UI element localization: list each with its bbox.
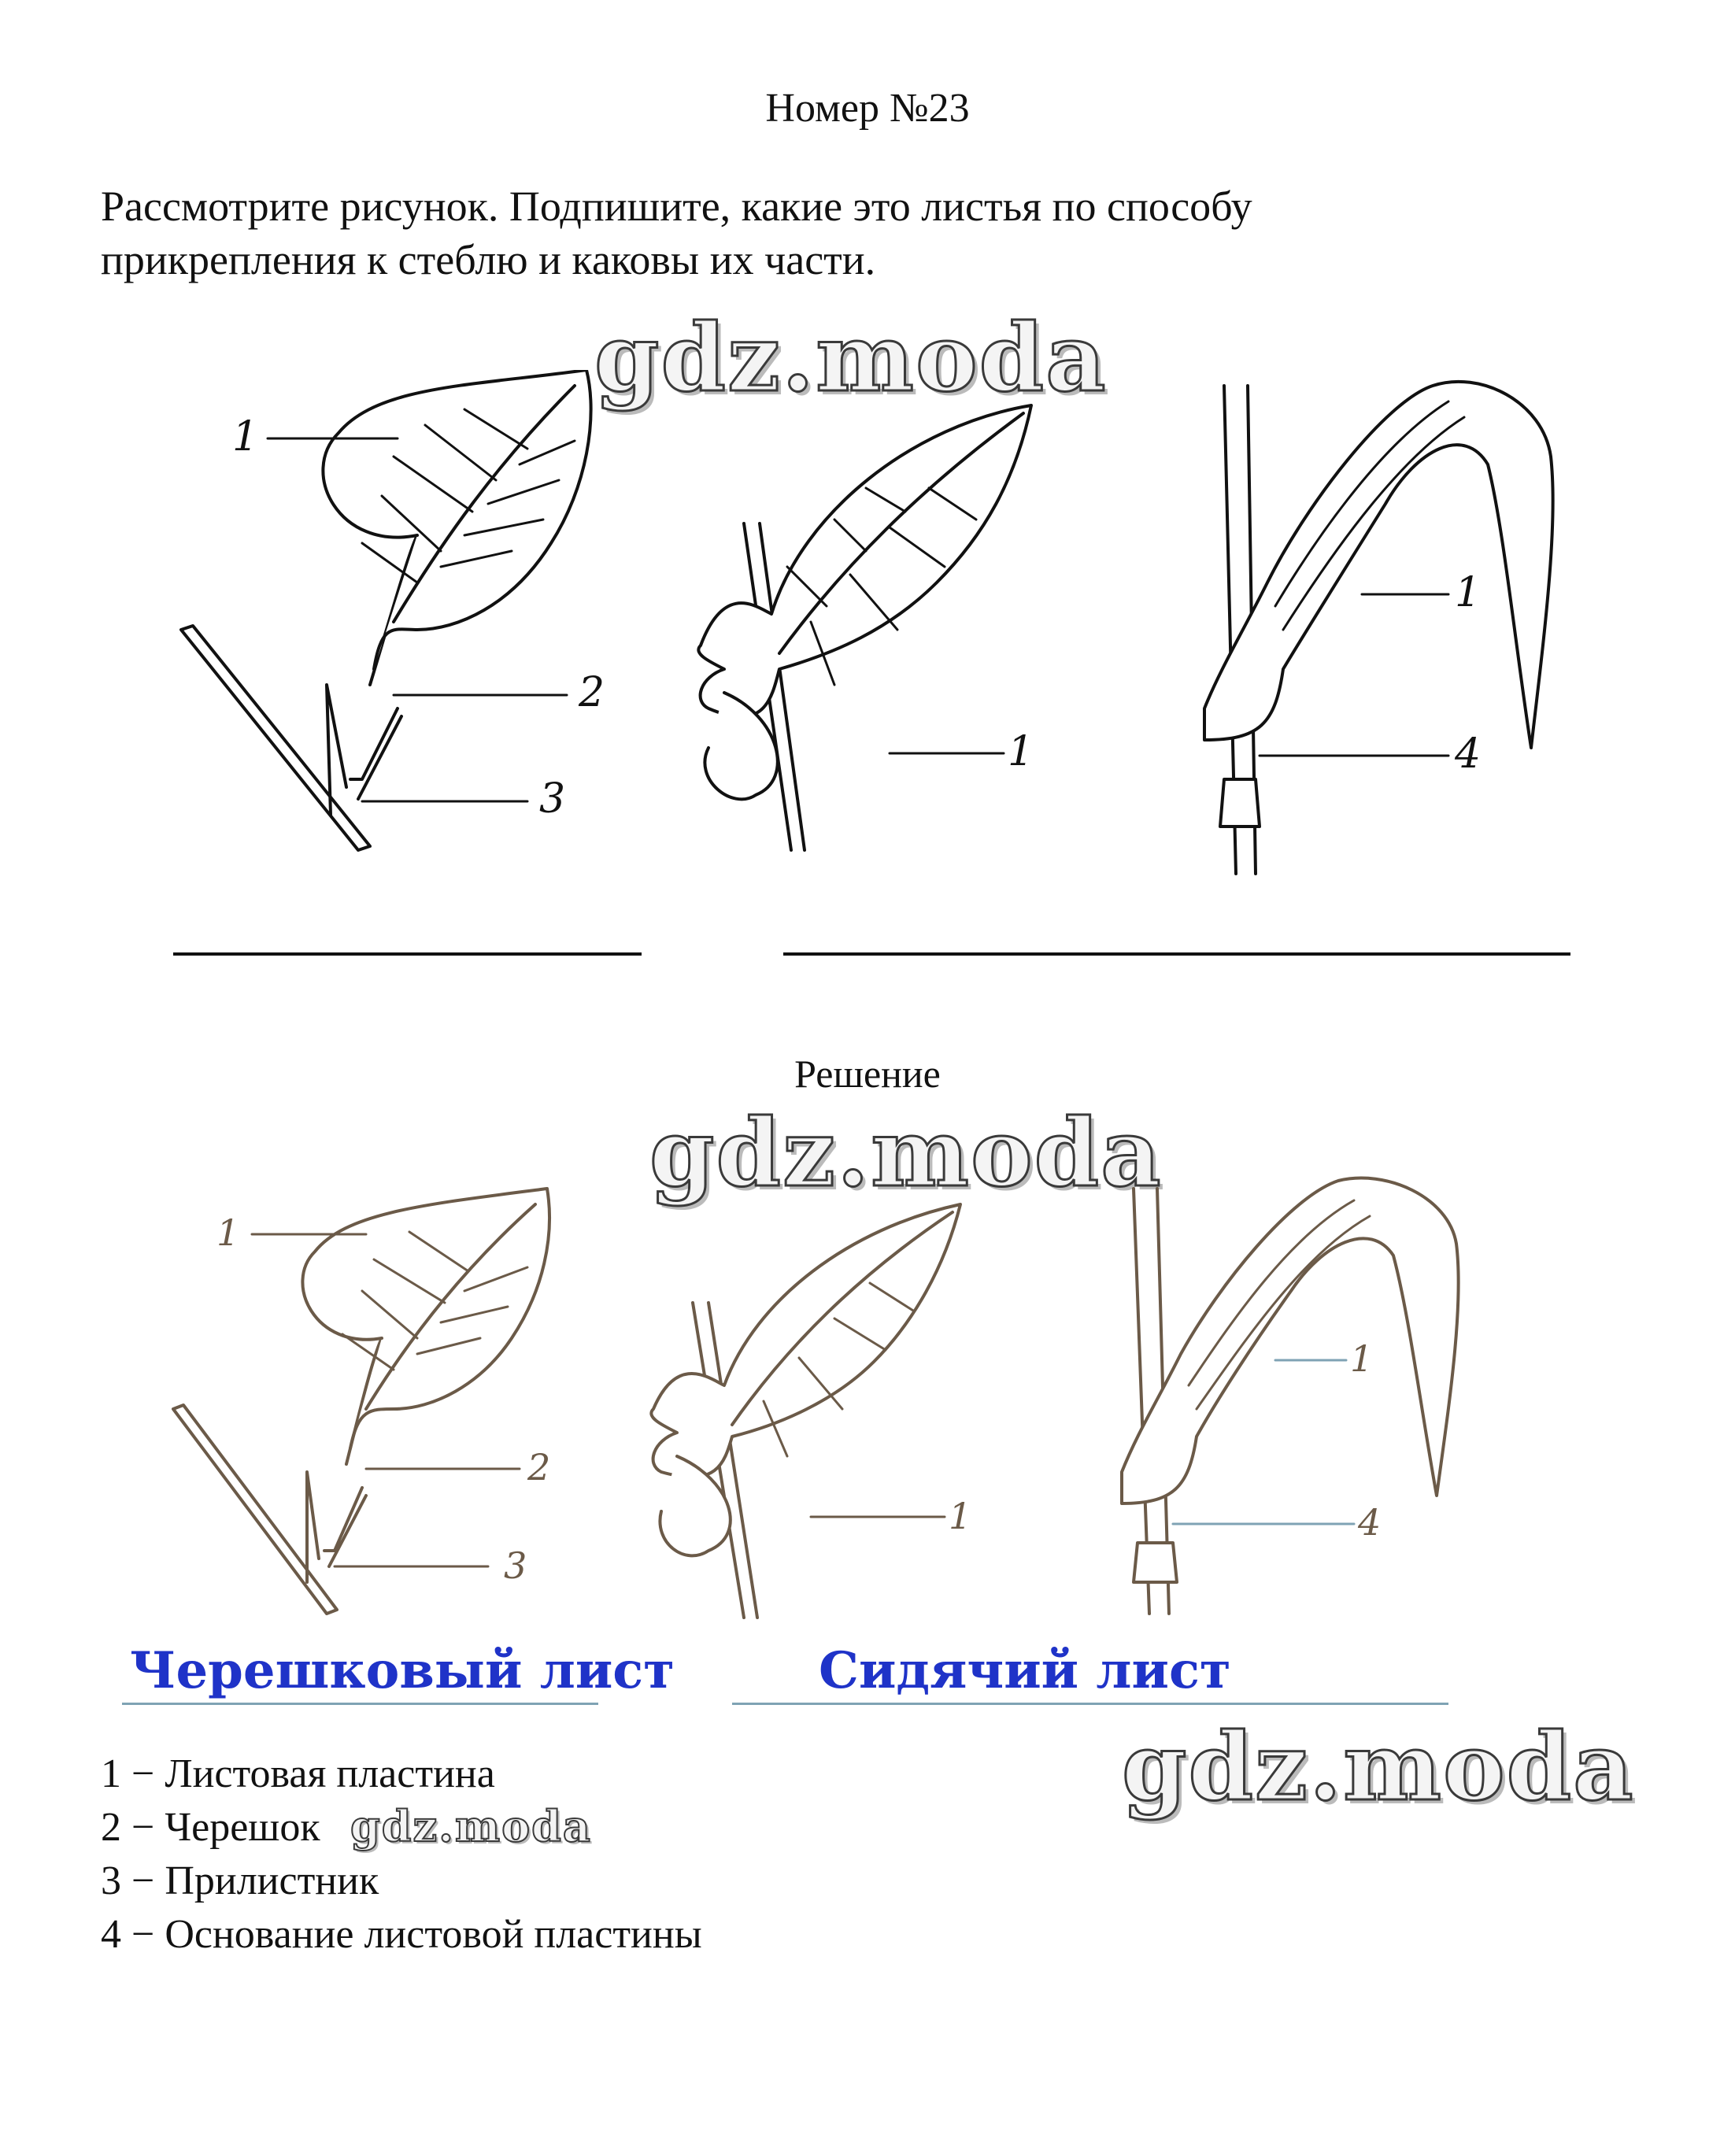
- task-sessile-leaf: [698, 405, 1031, 850]
- answer-sessile: Сидячий лист: [819, 1641, 1231, 1700]
- legend-item-2: 2 − Черешок: [101, 1805, 320, 1850]
- watermark-4: gdz.moda: [350, 1801, 592, 1851]
- solution-sheathing-leaf: [1122, 1178, 1459, 1614]
- solution-label-1-c: 1: [1350, 1337, 1374, 1380]
- parts-legend: [101, 1747, 702, 1962]
- task-text: [101, 179, 1439, 287]
- page-heading: Номер №23: [765, 86, 970, 131]
- solution-label-1-b: 1: [949, 1495, 972, 1537]
- solution-title: Решение: [794, 1052, 941, 1096]
- watermark-2: gdz.moda: [649, 1098, 1163, 1207]
- legend-item-3: 3 − Прилистник: [101, 1858, 379, 1903]
- watermark-1: gdz.moda: [594, 303, 1108, 412]
- answer-line-left: [122, 1703, 598, 1705]
- answer-line-right: [732, 1703, 1448, 1705]
- legend-item-4: 4 − Основание листовой пластины: [101, 1912, 702, 1957]
- task-label-1-b: 1: [1008, 728, 1034, 775]
- task-figure: [157, 370, 1637, 984]
- task-label-3: 3: [539, 775, 566, 823]
- task-label-1-a: 1: [232, 413, 259, 460]
- legend-item-1: 1 − Листовая пластина: [101, 1751, 495, 1796]
- task-label-1-c: 1: [1455, 569, 1482, 616]
- task-label-2: 2: [579, 669, 605, 716]
- watermark-3: gdz.moda: [1122, 1712, 1635, 1821]
- solution-label-2: 2: [527, 1446, 551, 1488]
- task-line-1: Рассмотрите рисунок. Подпишите, какие это листья по способу: [101, 183, 1252, 230]
- solution-label-4: 4: [1358, 1501, 1382, 1544]
- answer-petiolate: Черешковый лист: [130, 1641, 675, 1700]
- task-line-2: прикрепления к стеблю и каковы их части.: [101, 236, 876, 283]
- task-sheathing-leaf: [1204, 382, 1553, 874]
- solution-figure: [157, 1173, 1637, 1645]
- solution-sessile-leaf: [651, 1204, 960, 1618]
- solution-label-3: 3: [504, 1544, 527, 1587]
- task-label-4: 4: [1455, 730, 1482, 778]
- solution-label-1-a: 1: [216, 1211, 240, 1254]
